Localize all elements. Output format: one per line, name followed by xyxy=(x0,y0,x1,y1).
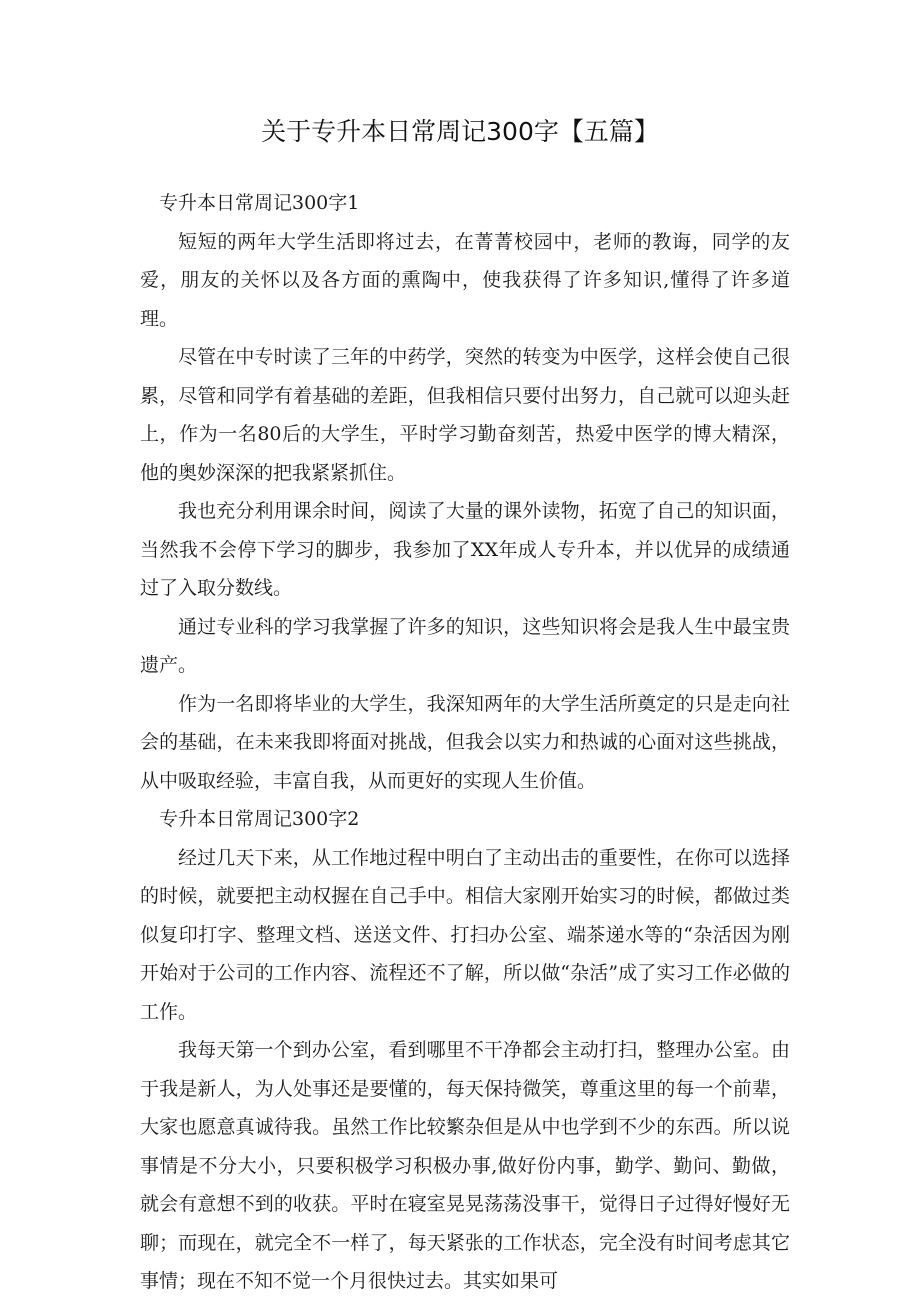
paragraph: 尽管在中专时读了三年的中药学，突然的转变为中医学，这样会使自己很累，尽管和同学有着基础的差距，但我相信只要付出努力，自己就可以迎头赶上，作为一名80后的大学生，平时学习勤奋刻苦，热爱中医学的博大精深，他的奥妙深深的把我紧紧抓住。 xyxy=(140,346,790,484)
paragraph: 经过几天下来，从工作地过程中明白了主动出击的重要性，在你可以选择的时候，就要把主动权握在自己手中。相信大家刚开始实习的时候，都做过类似复印打字、整理文档、送送文件、打扫办公室、端茶递水等的“杂活因为刚开始对于公司的工作内容、流程还不了解，所以做“杂活”成了实习工作必做的工作。 xyxy=(140,846,790,1023)
document-title: 关于专升本日常周记300字【五篇】 xyxy=(261,117,659,146)
paragraph: 我每天第一个到办公室，看到哪里不干净都会主动打扫，整理办公室。由于我是新人，为人处事还是要懂的，每天保持微笑，尊重这里的每一个前辈，大家也愿意真诚待我。虽然工作比较繁杂但是从中也学到不少的东西。所以说事情是不分大小，只要积极学习积极办事,做好份内事，勤学、勤问、勤做，就会有意想不到的收获。平时在寝室晃晃荡荡没事干，觉得日子过得好慢好无聊；而现在，就完全不一样了，每天紧张的工作状态，完全没有时间考虑其它事情；现在不知不觉一个月很快过去。其实如果可 xyxy=(140,1039,790,1292)
paragraph: 通过专业科的学习我掌握了许多的知识，这些知识将会是我人生中最宝贵遗产。 xyxy=(140,615,790,676)
paragraph: 作为一名即将毕业的大学生，我深知两年的大学生活所奠定的只是走向社会的基础，在未来我即将面对挑战，但我会以实力和热诚的心面对这些挑战，从中吸取经验，丰富自我，从而更好的实现人生价值。 xyxy=(140,692,790,792)
section-heading: 专升本日常周记300字2 xyxy=(159,808,360,830)
paragraph: 我也充分利用课余时间，阅读了大量的课外读物，拓宽了自己的知识面，当然我不会停下学习的脚步，我参加了XX年成人专升本，并以优异的成绩通过了入取分数线。 xyxy=(140,500,790,599)
paragraph: 短短的两年大学生活即将过去，在菁菁校园中，老师的教诲，同学的友爱，朋友的关怀以及各方面的熏陶中，使我获得了许多知识,懂得了许多道理。 xyxy=(140,230,790,330)
section-heading: 专升本日常周记300字1 xyxy=(159,192,360,214)
document-body xyxy=(140,184,790,1301)
